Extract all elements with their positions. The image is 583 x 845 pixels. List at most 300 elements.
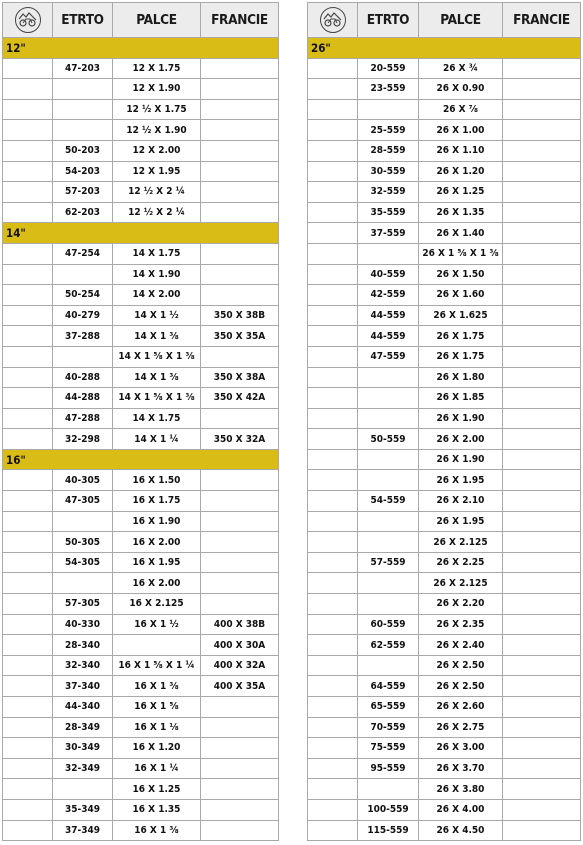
palce-cell: 16 X 1.50 [113,470,201,491]
francie-cell: 350 X 38B [201,305,279,326]
etrto-cell: 32-340 [53,655,113,676]
etrto-cell [53,573,113,594]
blank-cell [3,594,53,615]
francie-cell [201,697,279,718]
palce-cell: 26 X 1.80 [419,367,503,388]
palce-cell: 12 X 1.75 [113,58,201,79]
palce-cell: 26 X 1.00 [419,120,503,141]
blank-cell [308,346,358,367]
section-header-row [308,38,581,59]
francie-cell [201,594,279,615]
francie-cell [201,799,279,820]
palce-cell: 14 X 1.75 [113,243,201,264]
blank-cell [3,264,53,285]
table-row [3,305,279,326]
etrto-cell: 44-559 [358,326,419,347]
blank-cell [308,449,358,470]
table-row [3,326,279,347]
table-row [308,346,581,367]
francie-cell [503,779,581,800]
francie-cell [503,202,581,223]
etrto-cell [358,573,419,594]
table-row [3,738,279,759]
francie-cell [503,717,581,738]
francie-cell [503,140,581,161]
etrto-cell [53,511,113,532]
table-row [308,738,581,759]
etrto-cell: 54-559 [358,491,419,512]
francie-cell [503,614,581,635]
etrto-cell [358,449,419,470]
etrto-cell [358,655,419,676]
blank-cell [308,676,358,697]
table-row [308,532,581,553]
blank-cell [308,305,358,326]
blank-cell [308,511,358,532]
tire-size-table-left [2,2,279,841]
etrto-cell: 40-559 [358,264,419,285]
table-row [3,779,279,800]
blank-cell [308,99,358,120]
blank-cell [308,140,358,161]
palce-cell: 26 X 2.125 [419,532,503,553]
blank-cell [308,799,358,820]
palce-cell: 16 X 2.125 [113,594,201,615]
table-row [308,676,581,697]
francie-cell [503,388,581,409]
francie-cell: 400 X 35A [201,676,279,697]
palce-cell: 16 X 1 ½ [113,614,201,635]
table-row [308,305,581,326]
francie-cell [503,223,581,244]
palce-cell: 26 X 1.95 [419,511,503,532]
palce-cell: 12 X 2.00 [113,140,201,161]
palce-cell: 16 X 1 ¼ [113,758,201,779]
table-row [3,676,279,697]
palce-cell: 26 X 2.40 [419,635,503,656]
palce-cell: 26 X 1.95 [419,470,503,491]
francie-cell [201,182,279,203]
blank-cell [3,120,53,141]
etrto-cell [53,346,113,367]
palce-cell: 26 X 1.40 [419,223,503,244]
francie-cell [201,573,279,594]
etrto-cell: 28-340 [53,635,113,656]
blank-cell [3,614,53,635]
palce-cell: 16 X 2.00 [113,532,201,553]
table-row [3,614,279,635]
blank-cell [3,182,53,203]
etrto-cell [53,120,113,141]
palce-cell: 14 X 2.00 [113,285,201,306]
table-row [308,635,581,656]
blank-cell [3,367,53,388]
section-header-row [3,223,279,244]
etrto-cell [358,779,419,800]
francie-cell [503,99,581,120]
table-row [3,408,279,429]
blank-cell [3,758,53,779]
palce-cell: 26 X 2.20 [419,594,503,615]
table-row [308,697,581,718]
section-label: 12" [3,38,279,59]
tire-size-table-right [307,2,581,841]
etrto-cell [358,388,419,409]
table-row [3,346,279,367]
palce-cell: 16 X 1 ⅝ X 1 ¼ [113,655,201,676]
table-row [3,243,279,264]
blank-cell [3,511,53,532]
section-label: 16" [3,449,279,470]
palce-cell: 26 X 2.75 [419,717,503,738]
francie-cell [503,285,581,306]
section-label: 14" [3,223,279,244]
table-row [308,717,581,738]
etrto-cell: 54-203 [53,161,113,182]
blank-cell [3,326,53,347]
blank-cell [3,58,53,79]
etrto-cell: 100-559 [358,799,419,820]
bicycle-mountain-icon [15,7,41,33]
etrto-cell: 65-559 [358,697,419,718]
table-row [3,388,279,409]
palce-cell: 26 X 2.125 [419,573,503,594]
column-header-palce: PALCE [113,3,201,38]
francie-cell [201,758,279,779]
etrto-cell: 28-559 [358,140,419,161]
table-row [308,202,581,223]
blank-cell [308,367,358,388]
blank-cell [308,614,358,635]
francie-cell [503,367,581,388]
blank-cell [3,429,53,450]
etrto-cell: 57-203 [53,182,113,203]
francie-cell [201,532,279,553]
table-row [308,140,581,161]
blank-cell [308,285,358,306]
blank-cell [308,264,358,285]
francie-cell [201,511,279,532]
francie-cell [503,182,581,203]
table-row [3,717,279,738]
table-row [3,429,279,450]
table-body-right [308,38,581,841]
palce-cell: 26 X 4.50 [419,820,503,841]
table-row [308,243,581,264]
francie-cell [201,285,279,306]
table-row [3,99,279,120]
blank-cell [308,573,358,594]
header-row [308,3,581,38]
table-row [3,285,279,306]
francie-cell [503,491,581,512]
table-row [308,367,581,388]
blank-cell [308,738,358,759]
blank-cell [3,491,53,512]
francie-cell [201,552,279,573]
table-row [308,79,581,100]
palce-cell: 26 X 1.75 [419,346,503,367]
palce-cell: 16 X 2.00 [113,573,201,594]
etrto-cell: 40-330 [53,614,113,635]
etrto-cell: 37-288 [53,326,113,347]
francie-cell [503,58,581,79]
blank-cell [308,243,358,264]
table-row [308,161,581,182]
etrto-cell: 115-559 [358,820,419,841]
francie-cell [201,408,279,429]
blank-cell [3,470,53,491]
table-row [3,511,279,532]
francie-cell [201,779,279,800]
etrto-cell: 35-349 [53,799,113,820]
palce-cell: 26 X 3.70 [419,758,503,779]
blank-cell [308,594,358,615]
table-row [308,58,581,79]
francie-cell [503,264,581,285]
palce-cell: 16 X 1.95 [113,552,201,573]
etrto-cell: 44-288 [53,388,113,409]
etrto-cell: 40-288 [53,367,113,388]
francie-cell: 350 X 32A [201,429,279,450]
etrto-cell: 30-559 [358,161,419,182]
table-row [3,79,279,100]
etrto-cell [358,243,419,264]
palce-cell: 16 X 1 ⅜ [113,676,201,697]
blank-cell [308,79,358,100]
blank-cell [308,779,358,800]
etrto-cell [358,99,419,120]
palce-cell: 26 X 1.90 [419,408,503,429]
blank-cell [308,532,358,553]
blank-cell [308,58,358,79]
etrto-cell: 62-559 [358,635,419,656]
blank-cell [3,738,53,759]
blank-cell [308,202,358,223]
header-row [3,3,279,38]
francie-cell [503,326,581,347]
table-row [308,614,581,635]
etrto-cell [358,367,419,388]
etrto-cell: 57-305 [53,594,113,615]
etrto-cell: 42-559 [358,285,419,306]
francie-cell [503,79,581,100]
francie-cell [201,738,279,759]
blank-cell [3,388,53,409]
palce-cell: 12 ½ X 2 ¼ [113,202,201,223]
table-row [3,161,279,182]
section-header-row [3,449,279,470]
palce-cell: 26 X ¾ [419,58,503,79]
table-row [3,58,279,79]
table-row [3,532,279,553]
francie-cell: 350 X 35A [201,326,279,347]
table-row [308,99,581,120]
etrto-cell: 32-298 [53,429,113,450]
francie-cell [201,491,279,512]
logo-cell [308,3,358,38]
francie-cell [503,346,581,367]
etrto-cell: 40-279 [53,305,113,326]
francie-cell [503,635,581,656]
palce-cell: 14 X 1 ½ [113,305,201,326]
palce-cell: 26 X 1.50 [419,264,503,285]
francie-cell [503,305,581,326]
table-row [308,470,581,491]
blank-cell [3,140,53,161]
palce-cell: 14 X 1 ⅝ X 1 ⅜ [113,346,201,367]
francie-cell [503,429,581,450]
section-label: 26" [308,38,581,59]
francie-cell [201,243,279,264]
palce-cell: 12 X 1.90 [113,79,201,100]
palce-cell: 26 X 1.85 [419,388,503,409]
etrto-cell: 70-559 [358,717,419,738]
palce-cell: 26 X 2.50 [419,676,503,697]
palce-cell: 26 X 1.60 [419,285,503,306]
blank-cell [3,779,53,800]
table-row [308,594,581,615]
etrto-cell: 25-559 [358,120,419,141]
palce-cell: 14 X 1 ¼ [113,429,201,450]
etrto-cell: 50-305 [53,532,113,553]
etrto-cell: 44-559 [358,305,419,326]
blank-cell [3,202,53,223]
palce-cell: 16 X 1.75 [113,491,201,512]
blank-cell [3,552,53,573]
etrto-cell: 30-349 [53,738,113,759]
etrto-cell: 75-559 [358,738,419,759]
table-row [308,779,581,800]
palce-cell: 12 ½ X 2 ¼ [113,182,201,203]
table-row [3,573,279,594]
palce-cell: 26 X 3.00 [419,738,503,759]
table-row [308,552,581,573]
table-row [3,799,279,820]
francie-cell [503,758,581,779]
table-row [3,594,279,615]
etrto-cell: 47-559 [358,346,419,367]
francie-cell [201,346,279,367]
francie-cell [503,449,581,470]
blank-cell [3,573,53,594]
palce-cell: 26 X 1.625 [419,305,503,326]
blank-cell [308,120,358,141]
table-row [3,635,279,656]
blank-cell [3,243,53,264]
francie-cell [503,573,581,594]
blank-cell [308,429,358,450]
blank-cell [308,717,358,738]
francie-cell [503,799,581,820]
blank-cell [3,305,53,326]
logo-cell [3,3,53,38]
francie-cell [201,99,279,120]
francie-cell [201,717,279,738]
etrto-cell: 50-254 [53,285,113,306]
table-row [3,758,279,779]
francie-cell [503,120,581,141]
francie-cell [503,594,581,615]
palce-cell: 26 X 2.60 [419,697,503,718]
francie-cell [503,820,581,841]
etrto-cell [358,408,419,429]
table-row [308,573,581,594]
table-row [308,429,581,450]
table-row [308,491,581,512]
francie-cell [503,532,581,553]
palce-cell: 26 X 2.10 [419,491,503,512]
francie-cell [503,738,581,759]
etrto-cell: 50-203 [53,140,113,161]
bicycle-mountain-icon [320,7,346,33]
etrto-cell: 57-559 [358,552,419,573]
table-row [308,182,581,203]
palce-cell: 16 X 1 ⅛ [113,717,201,738]
blank-cell [308,820,358,841]
blank-cell [308,758,358,779]
palce-cell: 12 ½ X 1.75 [113,99,201,120]
francie-cell [201,79,279,100]
francie-cell [503,655,581,676]
palce-cell: 26 X 3.80 [419,779,503,800]
blank-cell [3,532,53,553]
palce-cell: 26 X 2.00 [419,429,503,450]
palce-cell: 26 X 1 ⅝ X 1 ⅜ [419,243,503,264]
blank-cell [308,326,358,347]
palce-cell: 26 X 2.25 [419,552,503,573]
palce-cell: 14 X 1 ⅜ [113,367,201,388]
table-row [3,264,279,285]
blank-cell [308,635,358,656]
etrto-cell: 62-203 [53,202,113,223]
palce-cell: 12 X 1.95 [113,161,201,182]
palce-cell: 16 X 1.35 [113,799,201,820]
etrto-cell: 47-305 [53,491,113,512]
table-row [308,285,581,306]
etrto-cell: 60-559 [358,614,419,635]
table-row [3,820,279,841]
table-row [308,449,581,470]
palce-cell: 26 X 1.35 [419,202,503,223]
column-header-etrto: ETRTO [53,3,113,38]
palce-cell: 26 X ⅞ [419,99,503,120]
table-row [3,470,279,491]
etrto-cell: 50-559 [358,429,419,450]
francie-cell: 350 X 42A [201,388,279,409]
etrto-cell [53,264,113,285]
francie-cell [503,470,581,491]
etrto-cell [358,594,419,615]
blank-cell [308,408,358,429]
table-row [308,388,581,409]
etrto-cell: 44-340 [53,697,113,718]
etrto-cell: 37-349 [53,820,113,841]
francie-cell [503,511,581,532]
francie-cell [201,140,279,161]
blank-cell [3,799,53,820]
blank-cell [3,161,53,182]
etrto-cell: 54-305 [53,552,113,573]
etrto-cell: 37-340 [53,676,113,697]
palce-cell: 26 X 4.00 [419,799,503,820]
etrto-cell: 37-559 [358,223,419,244]
etrto-cell: 32-559 [358,182,419,203]
blank-cell [308,161,358,182]
francie-cell [503,676,581,697]
blank-cell [3,697,53,718]
column-header-palce: PALCE [419,3,503,38]
